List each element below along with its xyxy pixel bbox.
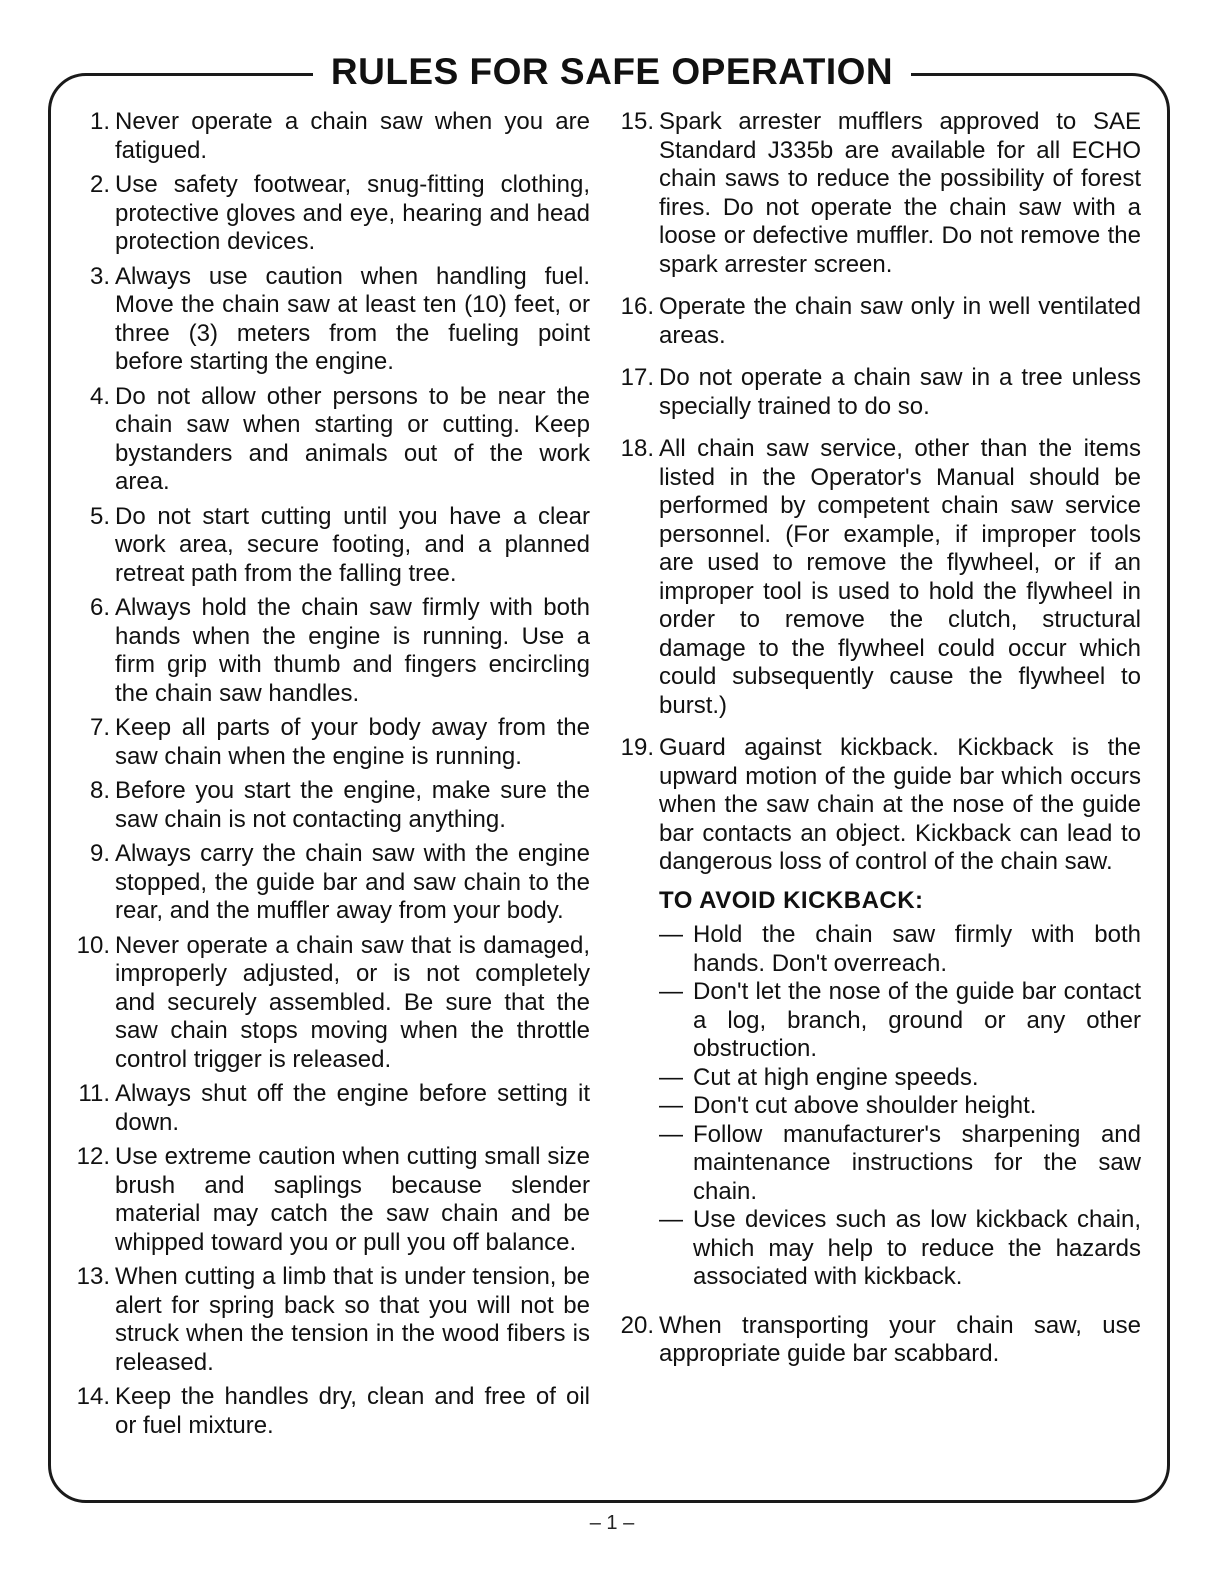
kickback-item	[659, 1206, 1141, 1292]
kickback-heading: TO AVOID KICKBACK:	[659, 886, 924, 914]
rule-number: 7.	[89, 714, 110, 741]
dash-bullet: —	[659, 1092, 683, 1119]
rule-number: 16.	[620, 293, 654, 320]
rule-item	[72, 383, 590, 497]
rule-number: 6.	[89, 594, 110, 621]
rule-text: Operate the chain saw only in well ventilated areas.	[659, 293, 1141, 349]
rule-text: Guard against kickback. Kickback is the upward motion of the guide bar which occurs when the saw chain at the nose of the guide bar contacts an object. Kickback can lead to dangerous loss of control of the chain saw.	[659, 734, 1141, 875]
rule-number: 15.	[620, 108, 654, 135]
kickback-text: Don't let the nose of the guide bar contact a log, branch, ground or any other obstruction.	[693, 978, 1141, 1062]
rule-number: 4.	[89, 382, 110, 410]
kickback-text: Hold the chain saw firmly with both hands. Don't overreach.	[693, 921, 1141, 977]
rule-number: 19.	[620, 734, 654, 761]
rule-item	[72, 777, 590, 834]
kickback-item	[659, 1064, 1141, 1093]
kickback-item	[659, 978, 1141, 1064]
rule-item	[72, 1383, 590, 1440]
rule-item	[616, 293, 1141, 350]
left-column	[72, 108, 590, 1446]
rule-item	[616, 1312, 1141, 1369]
dash-bullet: —	[659, 921, 683, 948]
rule-text: Keep the handles dry, clean and free of oil or fuel mixture.	[115, 1383, 590, 1439]
rule-item	[72, 714, 590, 771]
rule-item	[72, 1143, 590, 1257]
rule-item	[72, 840, 590, 926]
rule-number: 1.	[89, 108, 110, 135]
rule-text: Use safety footwear, snug-fitting clothing, protective gloves and eye, hearing and head protection devices.	[115, 171, 590, 255]
title-wrapper	[0, 46, 1224, 98]
rule-item	[72, 171, 590, 257]
rule-text: Spark arrester mufflers approved to SAE Standard J335b are available for all ECHO chain saws to reduce the possibility of forest fires. Do not operate the chain saw with a loose or defective muffler. Do not remove the spark arrester screen.	[659, 108, 1141, 278]
indent-spacer	[616, 883, 659, 1306]
rule-number: 3.	[89, 262, 110, 290]
page-number: – 1 –	[589, 1512, 635, 1534]
rule-text: When transporting your chain saw, use appropriate guide bar scabbard.	[659, 1311, 1141, 1367]
kickback-item	[659, 921, 1141, 978]
rule-item	[72, 1263, 590, 1377]
kickback-text: Use devices such as low kickback chain, which may help to reduce the hazards associated with kickback.	[693, 1206, 1141, 1290]
rule-number: 18.	[620, 435, 654, 462]
rule-text: Always use caution when handling fuel. Move the chain saw at least ten (10) feet, or three (3) meters from the fueling point before starting the engine.	[115, 262, 590, 375]
rule-text: Use extreme caution when cutting small size brush and saplings because slender material may catch the saw chain and be whipped toward you or pull you off balance.	[115, 1143, 590, 1256]
rule-number: 17.	[620, 364, 654, 391]
page-title: RULES FOR SAFE OPERATION	[313, 46, 911, 98]
kickback-text: Follow manufacturer's sharpening and maintenance instructions for the saw chain.	[693, 1120, 1141, 1205]
rule-text: Always hold the chain saw firmly with both hands when the engine is running. Use a firm grip with thumb and fingers encircling the chain saw handles.	[115, 594, 590, 707]
dash-bullet: —	[659, 978, 683, 1005]
rule-item	[72, 594, 590, 708]
rule-number: 12.	[76, 1143, 110, 1170]
rule-number: 13.	[76, 1263, 110, 1290]
rule-item	[616, 108, 1141, 279]
rule-number: 10.	[76, 931, 110, 959]
kickback-block	[616, 883, 1141, 1306]
rule-item	[72, 932, 590, 1075]
kickback-item	[659, 1092, 1141, 1121]
rule-item	[72, 1080, 590, 1137]
rule-text: Keep all parts of your body away from the saw chain when the engine is running.	[115, 714, 590, 770]
dash-bullet: —	[659, 1206, 683, 1233]
rule-item	[616, 435, 1141, 720]
rule-text: Do not operate a chain saw in a tree unless specially trained to do so.	[659, 364, 1141, 420]
rule-item	[616, 364, 1141, 421]
rule-number: 14.	[76, 1383, 110, 1410]
kickback-item	[659, 1121, 1141, 1207]
rule-item	[72, 503, 590, 589]
kickback-content	[659, 883, 1141, 1306]
rule-number: 5.	[89, 502, 110, 530]
rule-number: 2.	[89, 171, 110, 198]
rule-text: Always shut off the engine before setting it down.	[115, 1080, 590, 1136]
dash-bullet: —	[659, 1120, 683, 1148]
rule-text: Do not start cutting until you have a clear work area, secure footing, and a planned retreat path from the falling tree.	[115, 502, 590, 587]
rule-number: 8.	[89, 777, 110, 804]
rule-item	[616, 734, 1141, 877]
kickback-text: Don't cut above shoulder height.	[693, 1092, 1037, 1119]
rule-text: Before you start the engine, make sure the saw chain is not contacting anything.	[115, 777, 590, 833]
rule-number: 9.	[89, 840, 110, 867]
rule-text: Do not allow other persons to be near the chain saw when starting or cutting. Keep bystanders and animals out of the work area.	[115, 382, 590, 495]
dash-bullet: —	[659, 1063, 683, 1091]
rule-number: 11.	[78, 1080, 110, 1107]
rule-text: All chain saw service, other than the items listed in the Operator's Manual should be performed by competent chain saw service personnel. (For example, if improper tools are used to remove the flywheel, or if an improper tool is used to hold the flywheel in order to remove the clutch, structural damage to the flywheel could occur which could subsequently cause the flywheel to burst.)	[659, 435, 1141, 719]
rule-text: When cutting a limb that is under tension, be alert for spring back so that you will not be struck when the tension in the wood fibers is released.	[115, 1263, 590, 1376]
right-column	[616, 108, 1141, 1375]
rule-text: Never operate a chain saw when you are fatigued.	[115, 108, 590, 164]
rule-item	[72, 108, 590, 165]
rule-text: Never operate a chain saw that is damaged, improperly adjusted, or is not completely and securely assembled. Be sure that the saw chain stops moving when the throttle control trigger is released.	[115, 931, 590, 1073]
rule-item	[72, 263, 590, 377]
rule-text: Always carry the chain saw with the engine stopped, the guide bar and saw chain to the rear, and the muffler away from your body.	[115, 840, 590, 924]
rule-number: 20.	[620, 1311, 654, 1339]
kickback-text: Cut at high engine speeds.	[693, 1063, 979, 1091]
